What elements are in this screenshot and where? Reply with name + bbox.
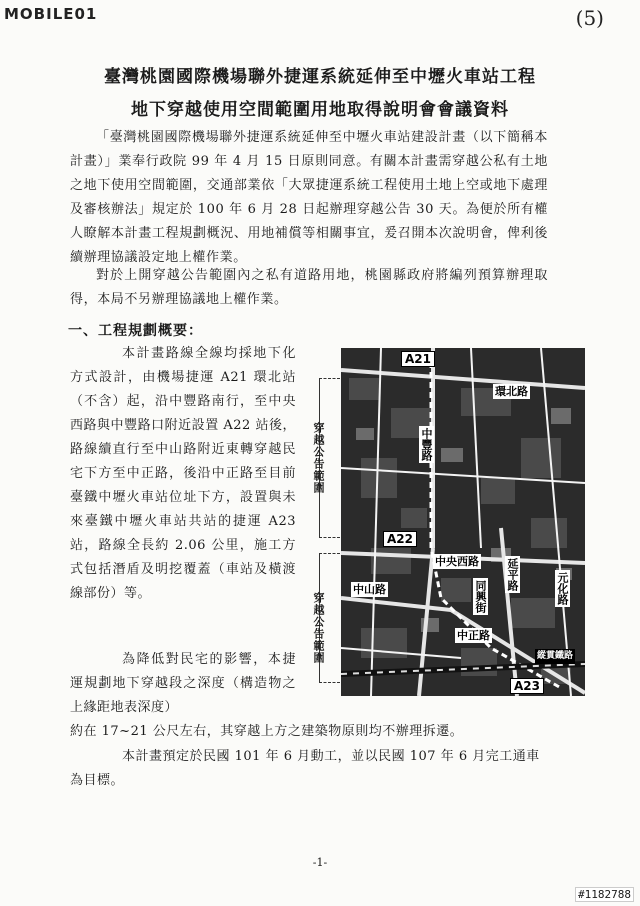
page-number: -1-	[312, 856, 328, 869]
watermark-logo: MOBILE01	[4, 5, 98, 23]
document-title-line1: 臺灣桃園國際機場聯外捷運系統延伸至中壢火車站工程	[104, 67, 536, 87]
road-label-tongxing: 同興街	[474, 580, 487, 613]
road-label-zhongzheng: 中正路	[457, 629, 490, 642]
aerial-map-image	[341, 348, 585, 696]
span-label-upper: 穿越公告範圍	[312, 422, 325, 494]
road-label-zhongfeng: 中豐路	[420, 428, 433, 461]
image-id-stamp: #1182788	[575, 887, 634, 902]
span-label-lower: 穿越公告範圍	[312, 592, 325, 664]
route-map	[305, 348, 585, 696]
section-heading: 一、工程規劃概要：	[68, 323, 203, 339]
route-description: 本計畫路線全線均採地下化方式設計，由機場捷運 A21 環北站（不含）起，沿中豐路南行，至中央西路與中豐路口附近設置 A22 站後，路線續直行至中山路附近東轉穿越民宅下方至中正路，後沿中正路至目前臺鐵中壢火車站位址下方，設置與未來臺鐵中壢火車站共站的捷運 A23 站，路線全長約 2.06 公里，施工方式包括潛盾及明挖覆蓋（車站及橫渡線部份）等。	[70, 346, 296, 601]
intro-paragraph-1: 「臺灣桃園國際機場聯外捷運系統延伸至中壢火車站建設計畫（以下簡稱本計畫）」業奉行政院 99 年 4 月 15 日原則同意。有關本計畫需穿越公私有土地之地下使用空間範圍，交通部業依「大眾捷運系統工程使用土地上空或地下處理及審核辦法」規定於 100 年 6 月 28 日起辦理穿越公告 30 天。為便於所有權人瞭解本計畫工程規劃概況、用地補償等相關事宜，爰召開本次說明會，俾利後續辦理協議設定地上權作業。	[70, 130, 548, 265]
station-a23: A23	[510, 678, 544, 694]
depth-description: 為降低對民宅的影響，本捷運規劃地下穿越段之深度（構造物之上緣距地表深度）	[70, 652, 296, 715]
intro-paragraph-2: 對於上開穿越公告範圍內之私有道路用地，桃園縣政府將編列預算辦理取得，本局不另辦理協議地上權作業。	[70, 268, 548, 307]
road-label-huanbei: 環北路	[495, 385, 528, 398]
road-label-yuanhua: 元化路	[556, 572, 569, 605]
document-title-line2: 地下穿越使用空間範圍用地取得說明會會議資料	[131, 100, 509, 120]
schedule-text: 本計畫預定於民國 101 年 6 月動工，並以民國 107 年 6 月完工通車為目標。	[70, 749, 540, 788]
road-label-yanping: 延平路	[506, 558, 519, 591]
station-a22: A22	[383, 531, 417, 547]
station-a21: A21	[401, 351, 435, 367]
road-label-railway: 縱貫鐵路	[535, 649, 575, 664]
handwritten-page-mark: (5)	[575, 6, 604, 30]
road-label-zhongyang: 中央西路	[435, 555, 479, 568]
depth-continuation: 約在 17~21 公尺左右，其穿越上方之建築物原則均不辦理拆遷。	[70, 724, 464, 739]
road-label-zhongshan: 中山路	[353, 583, 386, 596]
